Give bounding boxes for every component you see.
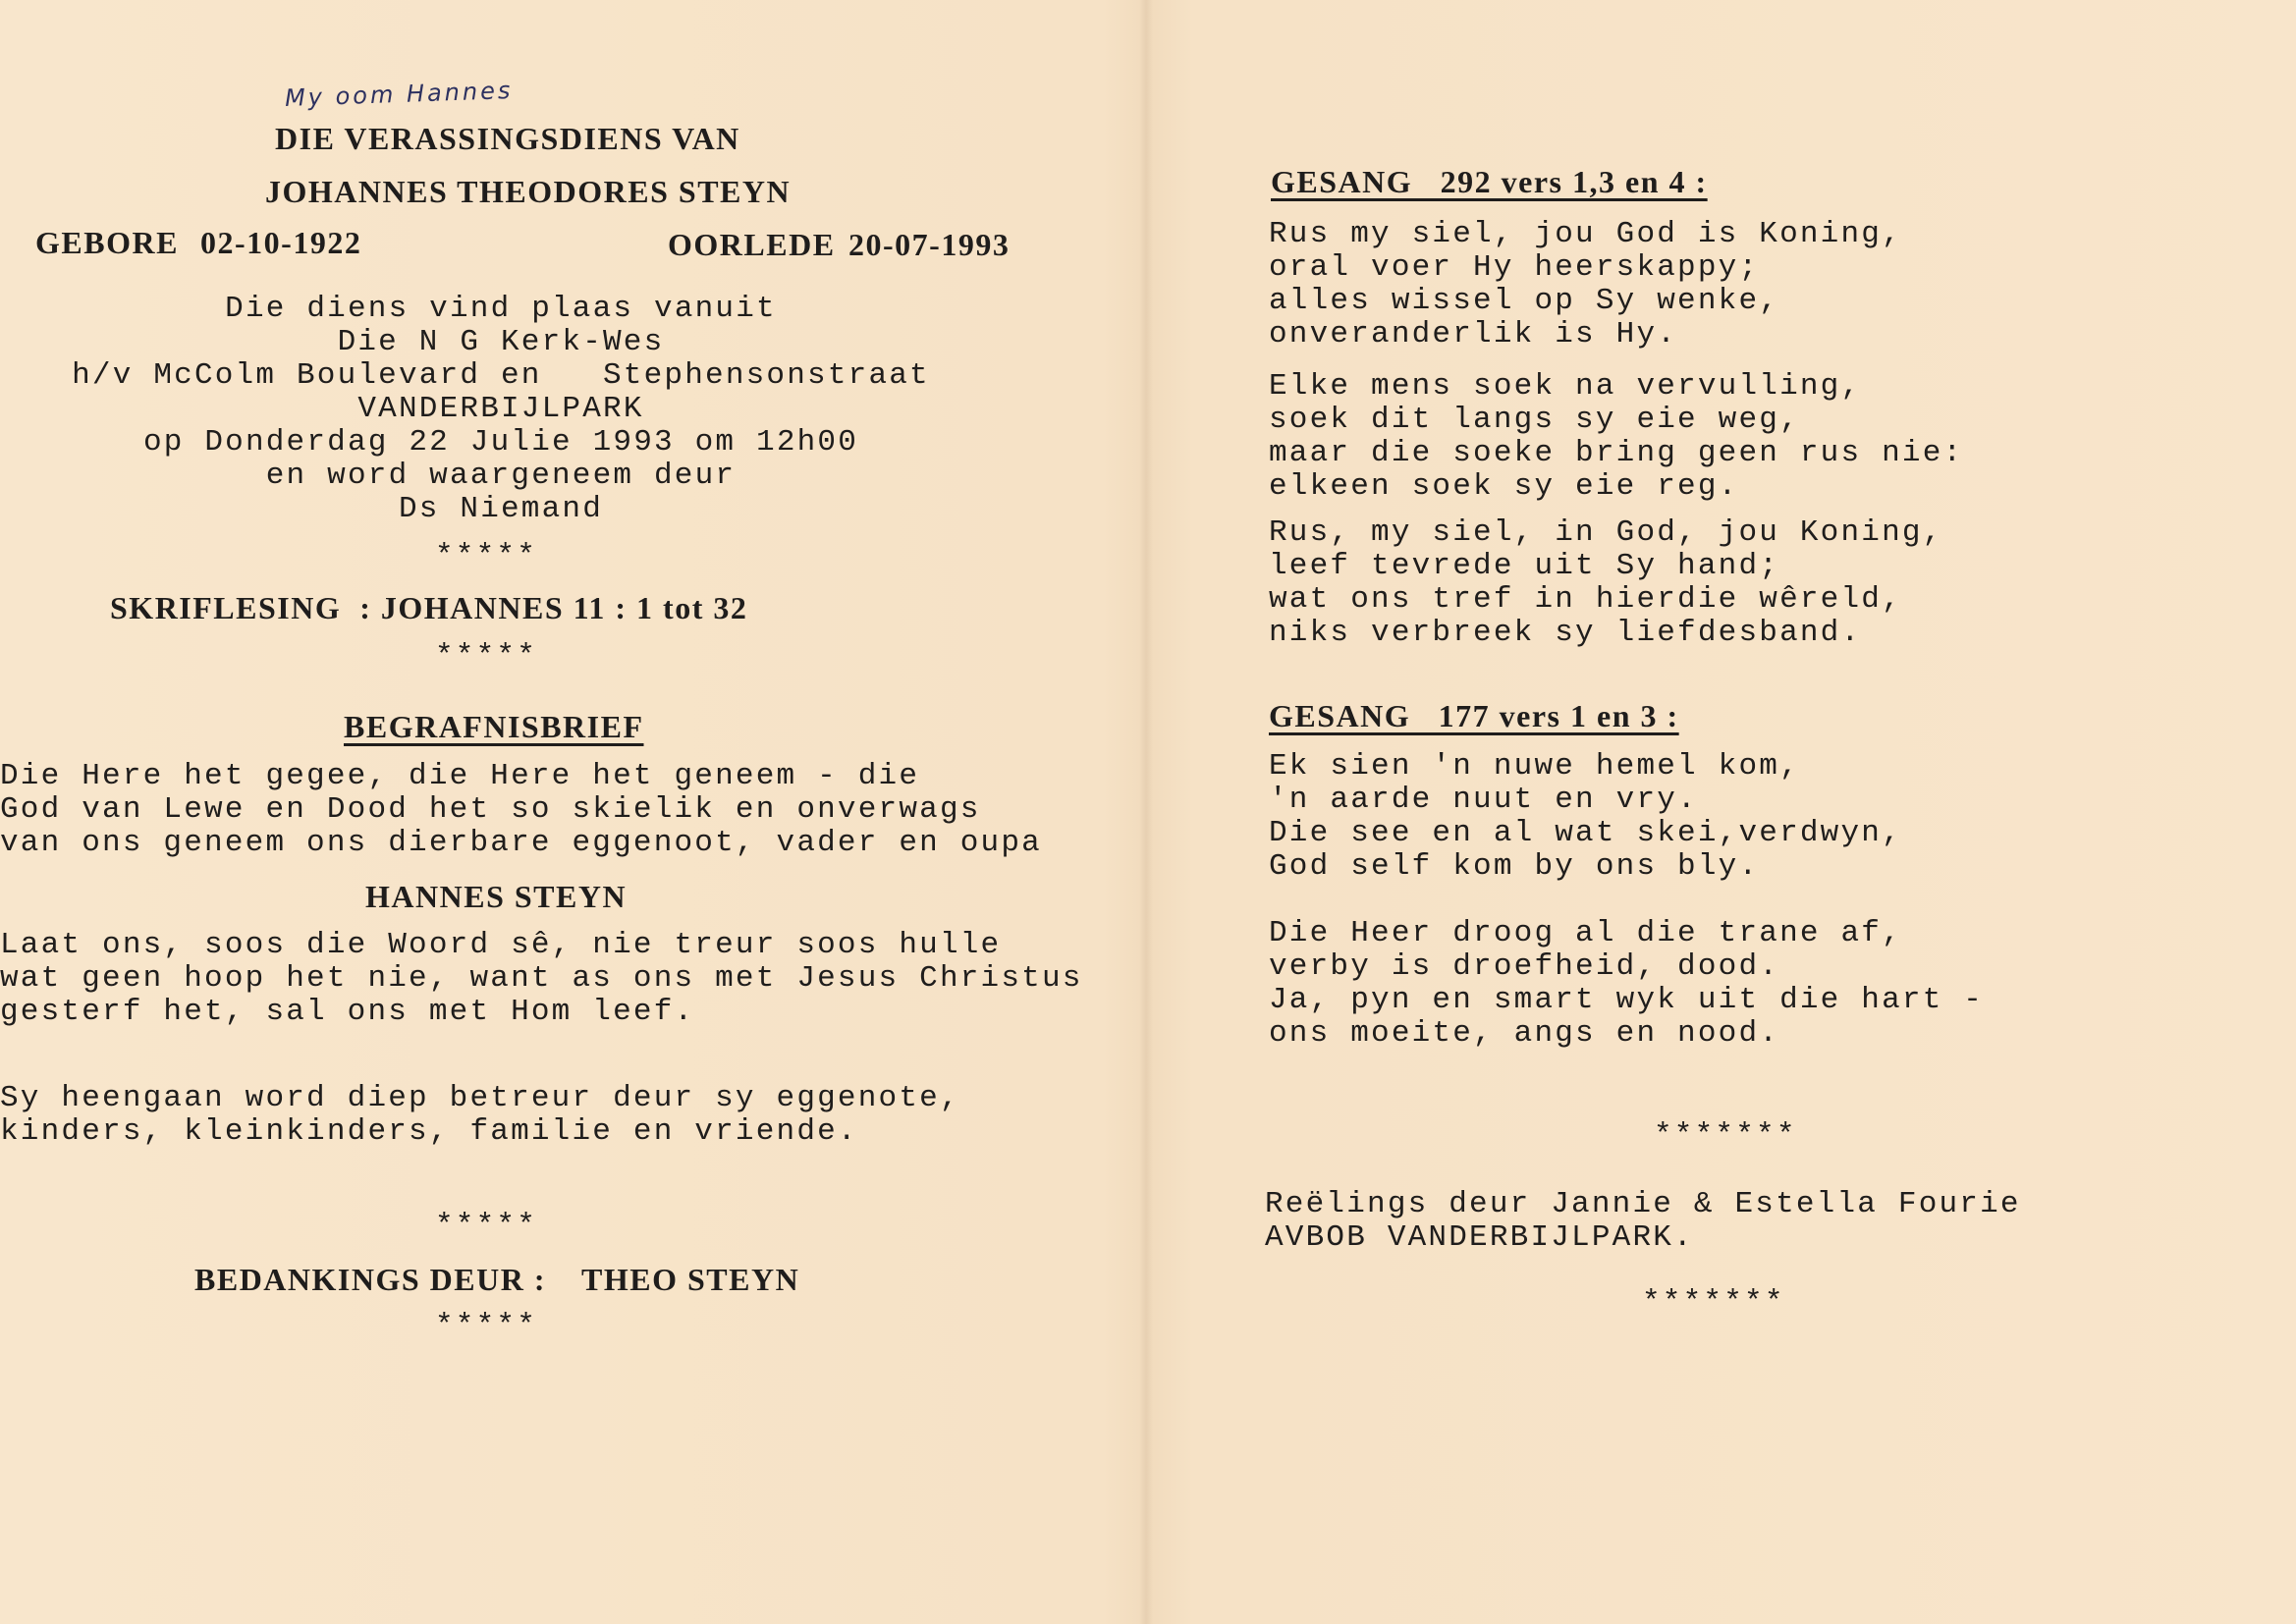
separator-stars: ******* [1642,1285,1785,1320]
separator-stars: ******* [1654,1118,1797,1153]
hymn-line: Rus my siel, jou God is Koning, [1269,217,1902,251]
service-line: h/v McColm Boulevard en Stephensonstraat [72,358,930,393]
service-line: Ds Niemand [398,492,604,526]
hymn-line: oral voer Hy heerskappy; [1269,250,1760,285]
hymn-292-verse-2 [1269,370,1963,504]
hymn-line: wat ons tref in hierdie wêreld, [1269,582,1902,617]
service-line: VANDERBIJLPARK [357,392,644,426]
hymn-line: verby is droefheid, dood. [1269,949,1780,984]
hymn-292-verse-1 [1269,218,1902,352]
hymn-line: Ek sien 'n nuwe hemel kom, [1269,749,1800,784]
hymn-line: 'n aarde nuut en vry. [1269,783,1698,817]
letter-paragraph-3 [0,1082,960,1149]
credit-line: AVBOB VANDERBIJLPARK. [1265,1220,1694,1255]
service-line: op Donderdag 22 Julie 1993 om 12h00 [142,425,859,460]
deceased-name: JOHANNES THEODORES STEYN [265,174,792,209]
service-line: Die N G Kerk-Wes [337,325,665,359]
letter-line: Sy heengaan word diep betreur deur sy eggenote, [0,1081,960,1115]
hymn-line: Elke mens soek na vervulling, [1269,369,1862,404]
page-fold [1139,0,1153,1624]
hymn-line: Ja, pyn en smart wyk uit die hart - [1269,983,1985,1017]
separator-stars: ***** [434,539,537,573]
died-label: OORLEDE [668,227,836,262]
thanks-name: THEO STEYN [581,1262,800,1297]
died-date: 20-07-1993 [848,227,1011,262]
scripture-reading: SKRIFLESING : JOHANNES 11 : 1 tot 32 [110,590,748,625]
hymn-line: onveranderlik is Hy. [1269,317,1678,352]
service-title: DIE VERASSINGSDIENS VAN [275,121,740,156]
arrangements-credit [1265,1188,2021,1255]
letter-line: wat geen hoop het nie, want as ons met Jesus Christus [0,961,1083,996]
service-details [59,293,943,526]
service-line: en word waargeneem deur [265,459,737,493]
hymn-line: ons moeite, angs en nood. [1269,1016,1780,1051]
letter-line: kinders, kleinkinders, familie en vriende. [0,1114,858,1149]
letter-line: Die Here het gegee, die Here het geneem - die [0,759,920,793]
hymn-line: niks verbreek sy liefdesband. [1269,616,1862,650]
born-label: GEBORE [35,225,179,260]
letter-line: God van Lewe en Dood het so skielik en onverwags [0,792,981,827]
letter-heading: BEGRAFNISBRIEF [344,709,644,744]
hymn-line: Die see en al wat skei,verdwyn, [1269,816,1902,850]
hymn-line: soek dit langs sy eie weg, [1269,403,1800,437]
hymn-line: Die Heer droog al die trane af, [1269,916,1902,950]
letter-line: van ons geneem ons dierbare eggenoot, vader en oupa [0,826,1042,860]
born-date: 02-10-1922 [200,225,362,260]
hymn-line: maar die soeke bring geen rus nie: [1269,436,1964,470]
hymn-177-verse-2 [1269,917,1984,1051]
letter-paragraph-2 [0,929,1083,1029]
thanks-label: BEDANKINGS DEUR : [194,1262,546,1297]
handwritten-note: My oom Hannes [284,76,514,113]
credit-line: Reëlings deur Jannie & Estella Fourie [1265,1187,2021,1221]
hymn-177-verse-1 [1269,750,1902,884]
hymn-line: God self kom by ons bly. [1269,849,1760,884]
letter-deceased-name: HANNES STEYN [365,879,628,914]
hymn-line: Rus, my siel, in God, jou Koning, [1269,515,1943,550]
hymn-line: elkeen soek sy eie reg. [1269,469,1739,504]
service-line: Die diens vind plaas vanuit [225,292,777,326]
hymn-line: leef tevrede uit Sy hand; [1269,549,1780,583]
hymn-292-heading: GESANG 292 vers 1,3 en 4 : [1271,164,1708,199]
hymn-line: alles wissel op Sy wenke, [1269,284,1780,318]
letter-paragraph-1 [0,760,1042,860]
separator-stars: ***** [434,1209,537,1243]
hymn-177-heading: GESANG 177 vers 1 en 3 : [1269,698,1679,733]
hymn-292-verse-3 [1269,516,1943,650]
separator-stars: ***** [434,1309,537,1343]
letter-line: Laat ons, soos die Woord sê, nie treur soos hulle [0,928,1002,962]
letter-line: gesterf het, sal ons met Hom leef. [0,995,695,1029]
separator-stars: ***** [434,639,537,674]
